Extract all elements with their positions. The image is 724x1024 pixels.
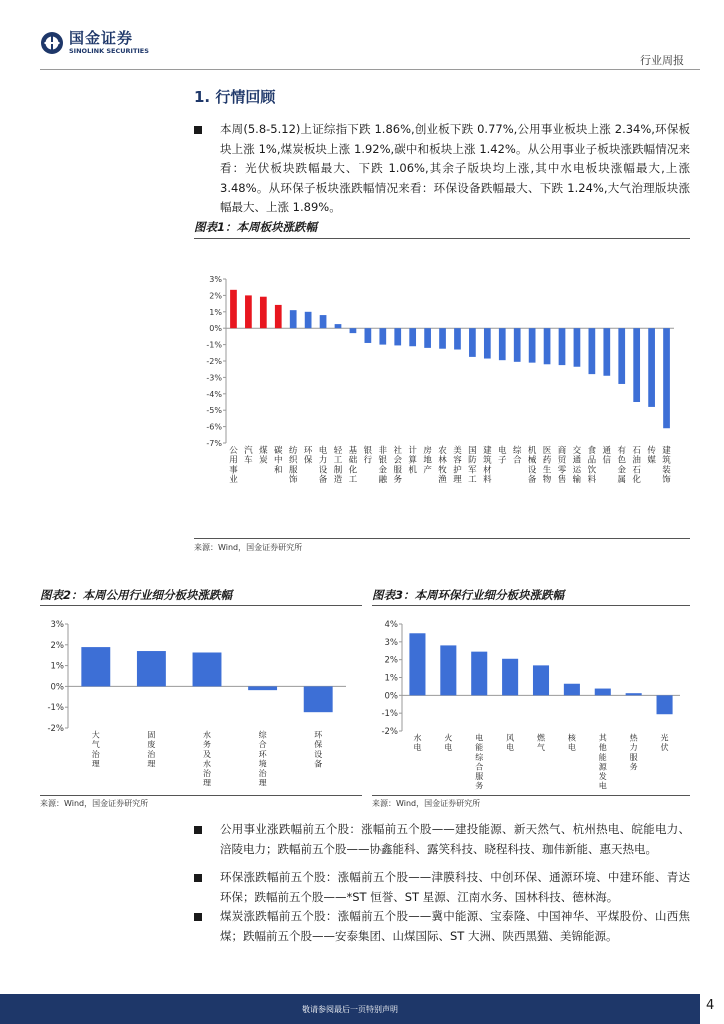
brand-name-en: SINOLINK SECURITIES: [69, 47, 149, 55]
category-label: 农林牧渔: [438, 445, 447, 486]
category-label: 热力服务: [629, 733, 638, 772]
coal-stocks-bullet: [194, 907, 690, 946]
category-label: 计算机: [408, 445, 417, 476]
bullet-text: 煤炭涨跌幅前五个股：涨幅前五个股——冀中能源、宝泰隆、中国神华、平煤股份、山西焦煤；跌幅前五个股——安泰集团、山煤国际、ST 大洲、陕西黑猫、美锦能源。: [220, 909, 690, 943]
bar: [469, 328, 476, 357]
y-tick-label: 4%: [384, 620, 398, 630]
y-tick-label: 2%: [209, 291, 222, 301]
bar: [424, 328, 431, 348]
bar: [564, 684, 580, 696]
category-label: 水电: [413, 733, 422, 753]
figure-3-source: 来源：Wind，国金证券研究所: [372, 799, 481, 808]
y-tick-label: 3%: [209, 275, 222, 284]
figure-1-top-rule: [194, 238, 690, 239]
report-type: 行业周报: [640, 54, 684, 67]
bar: [648, 328, 655, 407]
bar: [260, 297, 267, 328]
bar: [394, 328, 401, 345]
y-tick-label: -2%: [47, 724, 64, 734]
bar: [230, 290, 237, 328]
category-label: 环保: [303, 445, 313, 466]
bar: [245, 295, 252, 328]
bar: [633, 328, 640, 402]
bar: [81, 647, 110, 686]
category-label: 美容护理: [453, 445, 462, 486]
y-tick-label: -1%: [206, 340, 222, 350]
category-label: 公用事业: [229, 445, 238, 486]
y-tick-label: -2%: [381, 727, 398, 737]
bar: [290, 310, 297, 328]
bar: [603, 328, 610, 376]
y-tick-label: -3%: [206, 373, 222, 383]
figure-3-title: 图表3：本周环保行业细分板块涨跌幅: [372, 588, 564, 602]
category-label: 火电: [444, 733, 453, 753]
y-tick-label: -1%: [47, 703, 64, 714]
bullet-square-icon: [194, 826, 202, 834]
environmental-subsector-chart: [372, 612, 690, 796]
figure-1-bottom-rule: [194, 538, 690, 539]
category-label: 商贸零售: [557, 445, 567, 486]
utility-subsector-chart: [40, 612, 362, 796]
bar: [589, 328, 596, 374]
bar: [365, 328, 372, 343]
y-tick-label: -2%: [206, 357, 222, 366]
category-label: 社会服务: [393, 445, 402, 486]
figure-3-top-rule: [372, 605, 690, 606]
sector-change-chart: [194, 268, 690, 500]
category-label: 医药生物: [542, 445, 552, 486]
y-tick-label: -6%: [206, 422, 222, 432]
category-label: 汽车: [244, 445, 253, 466]
bar: [595, 689, 611, 696]
category-label: 固废治理: [147, 730, 156, 769]
brand-name-cn: 国金证券: [69, 29, 134, 47]
bar: [350, 328, 357, 333]
category-label: 煤炭: [259, 445, 268, 466]
bar: [409, 633, 425, 695]
figure-2-title: 图表2：本周公用行业细分板块涨跌幅: [40, 588, 232, 602]
bar: [529, 328, 536, 362]
category-label: 基础化工: [348, 445, 358, 486]
category-label: 有色金属: [617, 445, 626, 486]
category-label: 建筑材料: [483, 445, 492, 486]
category-label: 燃气: [537, 733, 545, 753]
figure-2-bottom-rule: [40, 795, 362, 796]
bullet-text: 公用事业涨跌幅前五个股：涨幅前五个股——建投能源、新天然气、杭州热电、皖能电力、涪陵电力；跌幅前五个股——协鑫能科、露笑科技、晓程科技、珈伟新能、惠天热电。: [220, 822, 690, 856]
category-label: 建筑装饰: [662, 445, 671, 486]
category-label: 通信: [602, 445, 612, 466]
bar: [626, 693, 642, 695]
section-title: 1. 行情回顾: [194, 88, 276, 106]
bar: [502, 659, 518, 696]
sinolink-logo-icon: [40, 31, 64, 55]
bar: [657, 695, 673, 714]
y-tick-label: 0%: [384, 691, 398, 702]
bullet-text: 环保涨跌幅前五个股：涨幅前五个股——津膜科技、中创环保、通源环境、中建环能、青达环保；跌幅前五个股——*ST 恒誉、ST 星源、江南水务、国林科技、德林海。: [220, 870, 690, 904]
paragraph-text: 本周(5.8-5.12)上证综指下跌 1.86%,创业板下跌 0.77%,公用事业板块上涨 2.34%,环保板块上涨 1%,煤炭板块上涨 1.92%,碳中和板块上涨 1.42%。从公用事业子板块涨跌幅情况来看：光伏板块跌幅最大、下跌 1.06%,其余子版块均上涨,其中水电板块涨幅最大,上涨 3.48%。从环保子板块涨跌幅情况来看：环保设备跌幅最大、下跌 1.24%,大气治理版块涨幅最大、上涨 1.89%。: [220, 122, 690, 214]
category-label: 传媒: [647, 445, 656, 466]
y-tick-label: 0%: [209, 324, 222, 334]
category-label: 非银金融: [378, 445, 388, 486]
bullet-square-icon: [194, 126, 202, 134]
bar: [379, 328, 386, 344]
category-label: 轻工制造: [333, 445, 343, 486]
figure-2-source: 来源：Wind，国金证券研究所: [40, 799, 149, 808]
figure-1-source: 来源：Wind，国金证券研究所: [194, 543, 303, 552]
market-review-paragraph: [194, 120, 690, 218]
bar: [499, 328, 506, 360]
category-label: 银行: [363, 445, 373, 466]
y-tick-label: 2%: [384, 655, 398, 666]
y-tick-label: 1%: [384, 673, 398, 684]
environmental-stocks-bullet: [194, 868, 690, 907]
bar: [454, 328, 461, 349]
category-label: 综合: [512, 445, 522, 466]
category-label: 环保设备: [314, 730, 323, 769]
figure-2-top-rule: [40, 605, 362, 606]
y-tick-label: 2%: [50, 640, 64, 651]
bar: [304, 686, 333, 712]
category-label: 交通运输: [572, 445, 582, 486]
y-tick-label: 0%: [50, 682, 64, 693]
y-tick-label: 1%: [50, 661, 64, 672]
category-label: 综合环境治理: [258, 730, 267, 788]
category-label: 机械设备: [527, 445, 537, 486]
bar: [305, 312, 312, 328]
y-tick-label: -5%: [206, 406, 222, 416]
y-tick-label: 3%: [50, 620, 64, 630]
bar: [533, 665, 549, 695]
bar: [320, 315, 327, 328]
bar: [618, 328, 625, 384]
footer-disclaimer: 敬请参阅最后一页特别声明: [302, 1005, 398, 1014]
bar: [574, 328, 581, 367]
header-divider: [40, 69, 700, 70]
bar: [471, 652, 487, 696]
bullet-square-icon: [194, 874, 202, 882]
category-label: 房地产: [423, 445, 432, 476]
category-label: 纺织服饰: [288, 445, 298, 486]
bar: [275, 305, 282, 328]
bar: [409, 328, 416, 346]
bar: [544, 328, 551, 364]
category-label: 食品饮料: [587, 445, 597, 486]
y-tick-label: -4%: [206, 389, 222, 399]
category-label: 电力设备: [318, 445, 328, 486]
category-label: 电子: [498, 445, 507, 466]
bar: [663, 328, 670, 428]
bar: [193, 652, 222, 686]
bar: [440, 645, 456, 695]
bar: [439, 328, 446, 349]
category-label: 核电: [567, 733, 576, 753]
figure-1-title: 图表1：本周板块涨跌幅: [194, 220, 318, 234]
category-label: 石油石化: [632, 445, 641, 486]
bar: [514, 328, 521, 362]
bar: [484, 328, 491, 358]
bar: [559, 328, 566, 365]
category-label: 其他能源发电: [598, 733, 607, 791]
bar: [335, 324, 342, 328]
category-label: 电能综合服务: [475, 733, 484, 791]
category-label: 水务及水治理: [203, 730, 211, 788]
figure-3-bottom-rule: [372, 795, 690, 796]
bar: [248, 686, 277, 690]
page-number: 4: [706, 998, 715, 1013]
y-tick-label: 1%: [209, 307, 222, 317]
y-tick-label: -7%: [206, 439, 222, 448]
bullet-square-icon: [194, 913, 202, 921]
category-label: 光伏: [660, 733, 669, 753]
brand-logo: [40, 30, 149, 55]
category-label: 大气治理: [91, 730, 100, 769]
category-label: 风电: [506, 733, 515, 753]
y-tick-label: 3%: [384, 637, 398, 648]
category-label: 国防军工: [468, 445, 477, 486]
utility-stocks-bullet: [194, 820, 690, 859]
y-tick-label: -1%: [381, 709, 398, 720]
bar: [137, 651, 166, 686]
category-label: 碳中和: [274, 445, 283, 476]
